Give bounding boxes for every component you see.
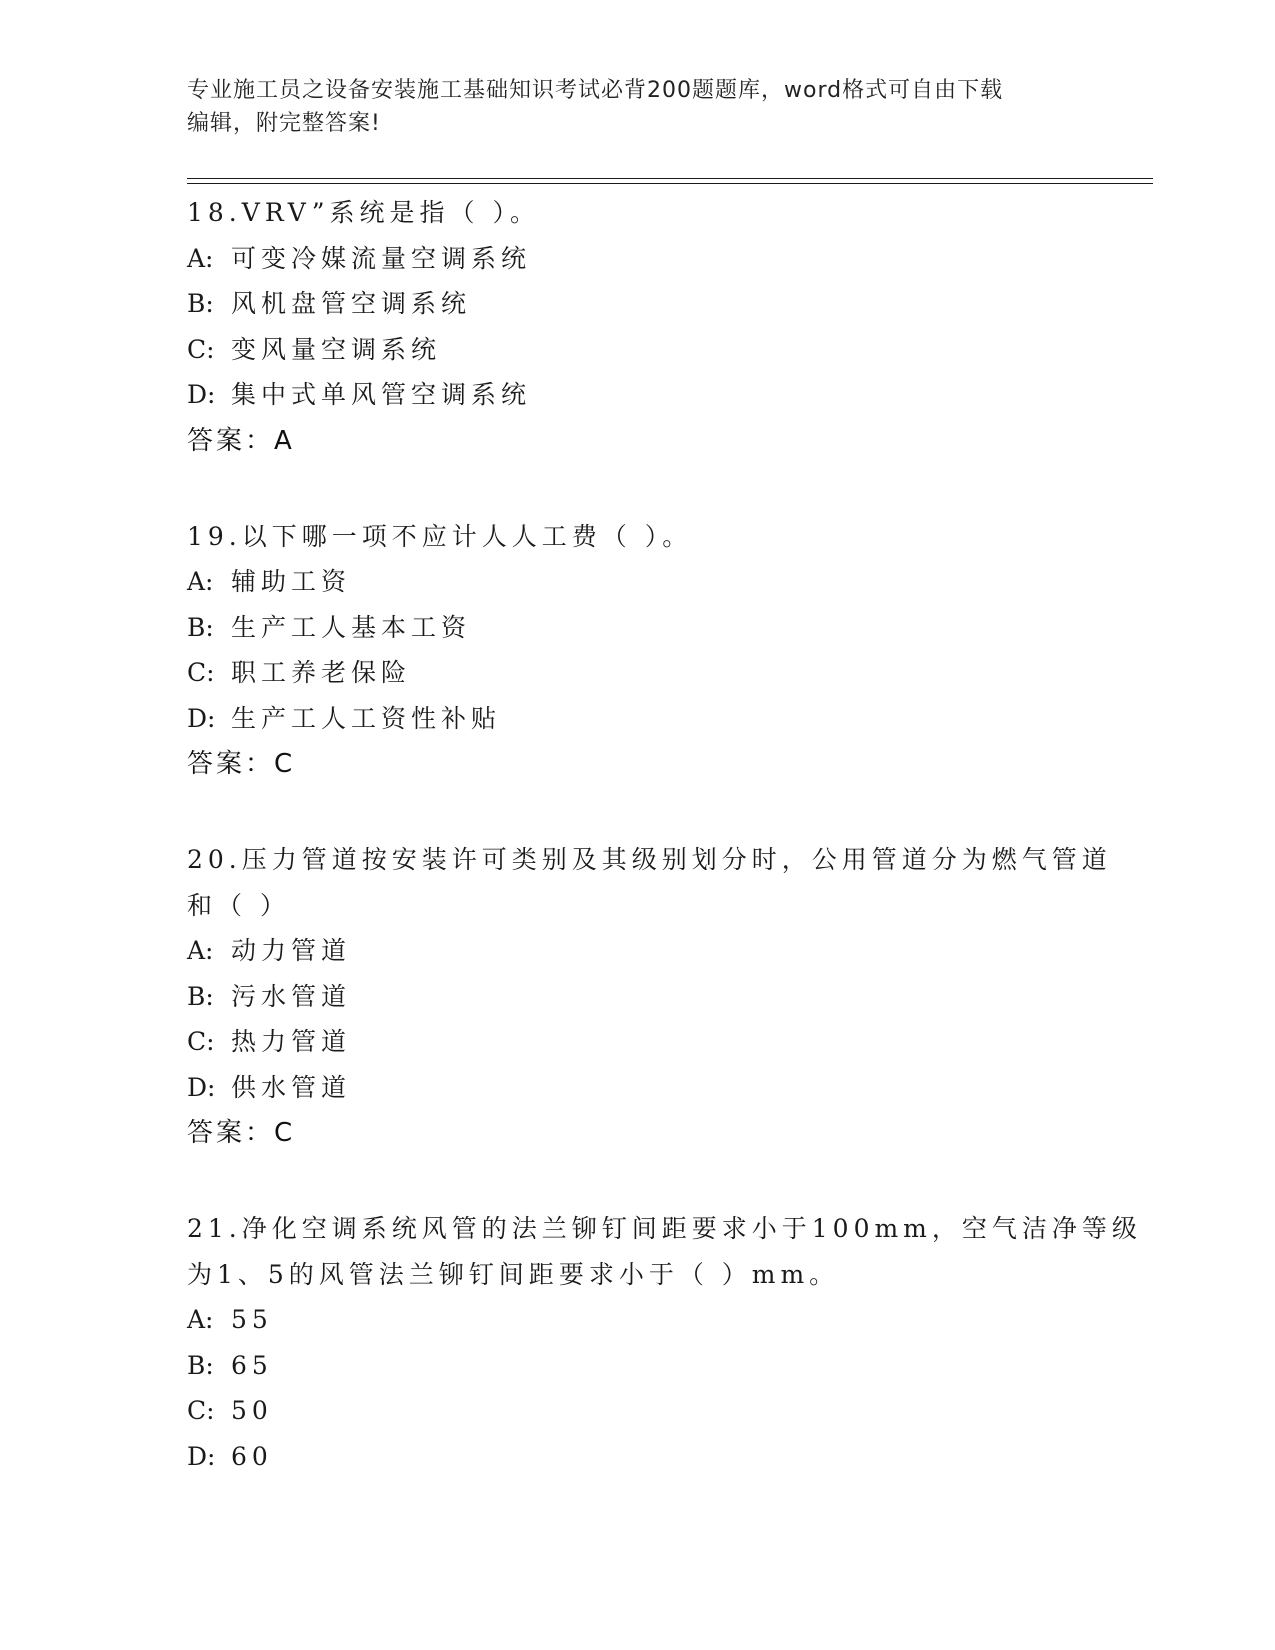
option-letter: B: [187, 612, 214, 642]
option-letter: C: [187, 1027, 215, 1056]
option-a [187, 559, 1087, 605]
option-letter: D: [187, 703, 216, 733]
option-text: 动力管道 [231, 936, 352, 965]
document-header [187, 74, 1087, 140]
option-text: 热力管道 [231, 1027, 352, 1056]
option-letter: C: [187, 1396, 215, 1425]
option-text: 辅助工资 [231, 567, 352, 596]
option-text: 集中式单风管空调系统 [231, 380, 532, 409]
option-b [187, 1343, 1087, 1389]
header-line-1: 专业施工员之设备安装施工基础知识考试必背200题题库，word格式可自由下载 [187, 78, 1004, 103]
option-letter: A: [187, 936, 214, 965]
option-letter: C: [187, 658, 215, 687]
option-text: 职工养老保险 [231, 658, 412, 687]
option-text: 50 [231, 1396, 273, 1425]
header-divider-top [187, 178, 1153, 179]
answer-line: 答案：A [187, 425, 295, 456]
question-stem-line-2: 和（ ） [187, 890, 290, 920]
option-letter: B: [187, 1350, 214, 1380]
option-a [187, 928, 1087, 974]
option-letter: A: [187, 1305, 214, 1334]
option-letter: D: [187, 380, 216, 409]
option-text: 变风量空调系统 [231, 334, 442, 364]
option-a [187, 1297, 1087, 1343]
option-b [187, 605, 1087, 651]
option-letter: D: [187, 1072, 216, 1102]
question-19 [187, 514, 1087, 788]
question-stem: 19.以下哪一项不应计人人工费（ ）。 [187, 521, 693, 551]
option-letter: B: [187, 981, 214, 1011]
question-stem-line-1: 20.压力管道按安装许可类别及其级别划分时，公用管道分为燃气管道 [187, 845, 1112, 874]
question-20 [187, 837, 1112, 1156]
option-text: 可变冷媒流量空调系统 [231, 243, 532, 273]
question-18 [187, 190, 1087, 464]
option-text: 60 [231, 1441, 273, 1471]
option-d [187, 696, 1087, 742]
option-letter: A: [187, 243, 214, 273]
option-c [187, 1019, 1087, 1065]
option-text: 生产工人工资性补贴 [231, 703, 502, 733]
question-list [187, 190, 1142, 1529]
option-letter: A: [187, 567, 214, 596]
option-d [187, 372, 1087, 418]
option-a [187, 236, 1087, 282]
option-b [187, 974, 1087, 1020]
option-b [187, 281, 1087, 327]
answer-line: 答案：C [187, 1118, 296, 1148]
header-divider-bottom [187, 183, 1153, 184]
question-stem-line-1: 21.净化空调系统风管的法兰铆钉间距要求小于100mm，空气洁净等级 [187, 1214, 1142, 1243]
question-21 [187, 1206, 1142, 1479]
option-c [187, 1388, 1087, 1434]
answer-line: 答案：C [187, 749, 296, 779]
option-c [187, 650, 1087, 696]
option-text: 65 [231, 1350, 273, 1380]
option-text: 供水管道 [231, 1072, 352, 1102]
question-stem-line-2: 为1、5的风管法兰铆钉间距要求小于（ ）mm。 [187, 1259, 840, 1289]
option-c [187, 327, 1087, 373]
header-line-2: 编辑，附完整答案! [187, 111, 381, 136]
option-text: 污水管道 [231, 981, 352, 1011]
option-d [187, 1434, 1087, 1480]
option-letter: D: [187, 1441, 216, 1471]
option-text: 风机盘管空调系统 [231, 289, 472, 318]
option-letter: B: [187, 289, 214, 318]
question-stem: 18.VRV”系统是指（ ）。 [187, 198, 540, 227]
option-text: 生产工人基本工资 [231, 612, 472, 642]
option-letter: C: [187, 334, 215, 364]
option-d [187, 1065, 1087, 1111]
option-text: 55 [231, 1305, 273, 1334]
